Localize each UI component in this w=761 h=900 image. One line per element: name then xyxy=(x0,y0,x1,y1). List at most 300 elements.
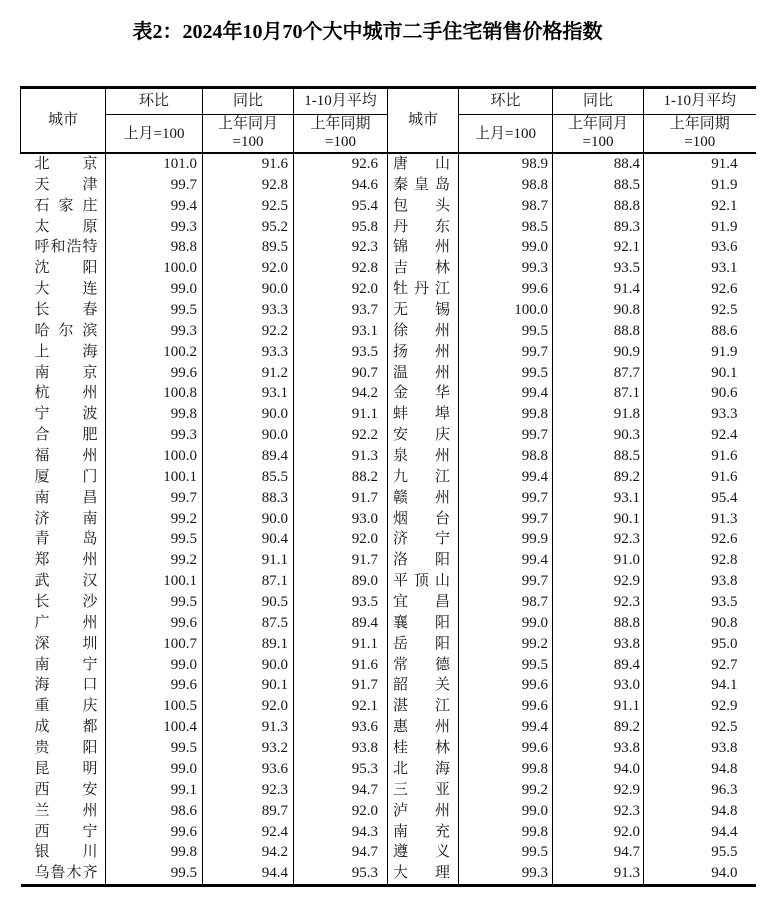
table-row xyxy=(21,509,756,530)
yoy-value: 88.5 xyxy=(553,446,644,467)
yoy-value: 93.3 xyxy=(203,342,294,363)
city-name: 常德 xyxy=(393,656,450,673)
yoy-value: 93.1 xyxy=(553,488,644,509)
city-name: 合肥 xyxy=(34,427,98,444)
mom-value: 99.1 xyxy=(106,780,203,801)
yoy-value: 89.4 xyxy=(203,446,294,467)
table-row xyxy=(21,446,756,467)
avg-value: 92.6 xyxy=(294,153,388,175)
city-cell xyxy=(388,196,459,217)
city-name: 吉林 xyxy=(393,260,450,277)
yoy-value: 90.1 xyxy=(553,509,644,530)
city-cell xyxy=(21,842,106,863)
city-cell xyxy=(388,842,459,863)
mom-value: 99.7 xyxy=(459,488,553,509)
header-yoy-base-line2: =100 xyxy=(582,133,614,150)
table-row xyxy=(21,196,756,217)
mom-value: 100.4 xyxy=(106,717,203,738)
table-row xyxy=(21,383,756,404)
mom-value: 99.3 xyxy=(459,258,553,279)
city-cell xyxy=(388,613,459,634)
mom-value: 99.4 xyxy=(459,467,553,488)
avg-value: 94.2 xyxy=(294,383,388,404)
avg-value: 91.9 xyxy=(711,218,738,235)
yoy-value: 90.5 xyxy=(203,592,294,613)
city-cell xyxy=(21,822,106,843)
mom-value: 99.6 xyxy=(106,675,203,696)
city-cell xyxy=(21,780,106,801)
city-name: 大理 xyxy=(393,865,450,882)
mom-value: 98.7 xyxy=(459,592,553,613)
avg-value: 96.3 xyxy=(711,781,738,798)
avg-value: 93.8 xyxy=(294,738,388,759)
mom-value: 100.1 xyxy=(106,571,203,592)
city-name: 赣州 xyxy=(393,489,450,506)
header-mom-base-right: 上月=100 xyxy=(459,115,553,154)
avg-value: 92.0 xyxy=(294,529,388,550)
city-name: 沈阳 xyxy=(34,260,98,277)
avg-value: 93.7 xyxy=(294,300,388,321)
mom-value: 99.2 xyxy=(459,634,553,655)
yoy-value: 94.0 xyxy=(553,759,644,780)
city-name: 唐山 xyxy=(393,156,450,172)
city-cell xyxy=(21,217,106,238)
city-cell xyxy=(21,279,106,300)
yoy-value: 92.1 xyxy=(553,237,644,258)
table-row xyxy=(21,717,756,738)
city-cell xyxy=(21,425,106,446)
table-row xyxy=(21,342,756,363)
yoy-value: 94.2 xyxy=(203,842,294,863)
mom-value: 99.7 xyxy=(106,488,203,509)
yoy-value: 95.2 xyxy=(203,217,294,238)
yoy-value: 89.3 xyxy=(553,217,644,238)
yoy-value: 91.3 xyxy=(203,717,294,738)
city-name: 济南 xyxy=(34,510,98,527)
yoy-value: 88.5 xyxy=(553,175,644,196)
mom-value: 99.5 xyxy=(459,655,553,676)
table-row xyxy=(21,822,756,843)
city-name: 上海 xyxy=(34,343,98,360)
city-cell xyxy=(21,196,106,217)
yoy-value: 92.0 xyxy=(203,696,294,717)
city-name: 深圳 xyxy=(34,635,98,652)
avg-value: 92.6 xyxy=(711,281,738,298)
avg-value: 95.8 xyxy=(294,217,388,238)
city-name: 太原 xyxy=(34,218,98,235)
yoy-value: 92.9 xyxy=(553,571,644,592)
yoy-value: 89.4 xyxy=(553,655,644,676)
mom-value: 99.8 xyxy=(106,842,203,863)
yoy-value: 89.1 xyxy=(203,634,294,655)
header-mom-base-left: 上月=100 xyxy=(106,115,203,154)
city-cell xyxy=(21,467,106,488)
city-cell xyxy=(388,509,459,530)
city-cell xyxy=(21,717,106,738)
avg-value: 91.3 xyxy=(294,446,388,467)
avg-value: 93.1 xyxy=(294,321,388,342)
avg-value: 95.0 xyxy=(711,635,738,652)
header-avg-base-line2: =100 xyxy=(684,133,716,150)
yoy-value: 89.5 xyxy=(203,237,294,258)
avg-value: 93.6 xyxy=(294,717,388,738)
yoy-value: 87.1 xyxy=(203,571,294,592)
mom-value: 99.6 xyxy=(106,363,203,384)
mom-value: 99.2 xyxy=(106,509,203,530)
avg-value: 91.3 xyxy=(711,510,738,527)
header-yoy-right: 同比 xyxy=(553,88,644,115)
avg-value: 92.2 xyxy=(294,425,388,446)
mom-value: 99.4 xyxy=(459,717,553,738)
table-row xyxy=(21,738,756,759)
city-cell xyxy=(388,175,459,196)
table-row xyxy=(21,759,756,780)
header-yoy-base-line1: 上年同月 xyxy=(217,116,278,132)
city-name: 福州 xyxy=(34,448,98,465)
avg-value: 94.0 xyxy=(711,865,738,882)
city-cell xyxy=(388,717,459,738)
yoy-value: 92.0 xyxy=(203,258,294,279)
city-cell xyxy=(388,675,459,696)
avg-value: 91.7 xyxy=(294,550,388,571)
yoy-value: 87.5 xyxy=(203,613,294,634)
mom-value: 99.3 xyxy=(106,217,203,238)
city-name: 泸州 xyxy=(393,802,450,819)
avg-value: 94.6 xyxy=(294,175,388,196)
mom-value: 98.7 xyxy=(459,196,553,217)
city-name: 宁波 xyxy=(34,406,98,423)
yoy-value: 91.3 xyxy=(553,863,644,885)
city-cell xyxy=(388,153,459,175)
city-cell xyxy=(388,279,459,300)
avg-value: 92.1 xyxy=(711,197,738,214)
header-avg-base-line2: =100 xyxy=(325,133,356,150)
yoy-value: 91.6 xyxy=(203,153,294,175)
yoy-value: 93.5 xyxy=(553,258,644,279)
yoy-value: 90.0 xyxy=(203,404,294,425)
avg-value: 93.3 xyxy=(711,406,738,423)
mom-value: 98.8 xyxy=(459,175,553,196)
city-cell xyxy=(21,634,106,655)
yoy-value: 90.0 xyxy=(203,509,294,530)
avg-value: 93.8 xyxy=(711,740,738,757)
table-row xyxy=(21,675,756,696)
avg-value: 92.6 xyxy=(711,531,738,548)
mom-value: 99.3 xyxy=(106,321,203,342)
mom-value: 99.5 xyxy=(459,363,553,384)
city-cell xyxy=(21,759,106,780)
yoy-value: 93.8 xyxy=(553,738,644,759)
avg-value: 92.5 xyxy=(711,302,738,319)
city-name: 包头 xyxy=(393,197,450,214)
avg-value: 95.5 xyxy=(711,844,738,861)
yoy-value: 90.1 xyxy=(203,675,294,696)
city-name: 济宁 xyxy=(393,531,450,548)
yoy-value: 92.3 xyxy=(203,780,294,801)
city-cell xyxy=(388,488,459,509)
avg-value: 95.4 xyxy=(294,196,388,217)
table-row xyxy=(21,404,756,425)
city-name: 北京 xyxy=(34,156,98,172)
avg-value: 90.8 xyxy=(711,614,738,631)
city-cell xyxy=(388,258,459,279)
yoy-value: 92.4 xyxy=(203,822,294,843)
header-avg-base-line1: 上年同期 xyxy=(669,116,730,132)
city-name: 宜昌 xyxy=(393,594,450,611)
avg-value: 91.6 xyxy=(711,468,738,485)
table-header xyxy=(21,88,756,154)
city-name: 贵阳 xyxy=(34,740,98,757)
mom-value: 100.5 xyxy=(106,696,203,717)
city-cell xyxy=(21,404,106,425)
mom-value: 99.3 xyxy=(459,863,553,885)
table-row xyxy=(21,153,756,175)
city-name: 温州 xyxy=(393,364,450,381)
table-row xyxy=(21,279,756,300)
city-cell xyxy=(21,321,106,342)
city-name: 杭州 xyxy=(34,385,98,402)
avg-value: 88.6 xyxy=(711,322,738,339)
header-avg-base-right xyxy=(644,115,756,154)
mom-value: 99.6 xyxy=(459,696,553,717)
yoy-value: 90.0 xyxy=(203,425,294,446)
table-row xyxy=(21,488,756,509)
city-name: 呼和浩特 xyxy=(34,239,98,256)
city-name: 韶关 xyxy=(393,677,450,694)
avg-value: 93.5 xyxy=(711,594,738,611)
header-city-right: 城市 xyxy=(388,88,459,154)
header-row-1 xyxy=(21,88,756,115)
city-name: 石家庄 xyxy=(34,197,98,214)
avg-value: 91.1 xyxy=(294,404,388,425)
avg-value: 94.7 xyxy=(294,780,388,801)
table-row xyxy=(21,592,756,613)
city-cell xyxy=(21,488,106,509)
mom-value: 98.5 xyxy=(459,217,553,238)
city-name: 金华 xyxy=(393,385,450,402)
mom-value: 99.7 xyxy=(459,425,553,446)
yoy-value: 88.8 xyxy=(553,613,644,634)
avg-value: 91.9 xyxy=(711,343,738,360)
avg-value: 93.1 xyxy=(711,260,738,277)
mom-value: 99.6 xyxy=(459,675,553,696)
city-name: 海口 xyxy=(34,677,98,694)
mom-value: 99.8 xyxy=(459,759,553,780)
avg-value: 90.6 xyxy=(711,385,738,402)
header-yoy-base-right xyxy=(553,115,644,154)
mom-value: 100.8 xyxy=(106,383,203,404)
yoy-value: 93.6 xyxy=(203,759,294,780)
yoy-value: 88.3 xyxy=(203,488,294,509)
avg-value: 94.8 xyxy=(711,802,738,819)
city-name: 北海 xyxy=(393,760,450,777)
city-name: 南昌 xyxy=(34,489,98,506)
avg-value: 92.0 xyxy=(294,801,388,822)
yoy-value: 91.2 xyxy=(203,363,294,384)
table-row xyxy=(21,550,756,571)
city-cell xyxy=(388,529,459,550)
city-cell xyxy=(21,363,106,384)
mom-value: 99.5 xyxy=(106,529,203,550)
mom-value: 99.5 xyxy=(106,863,203,885)
city-cell xyxy=(388,300,459,321)
city-name: 西安 xyxy=(34,781,98,798)
header-city-left: 城市 xyxy=(21,88,106,154)
city-name: 长沙 xyxy=(34,594,98,611)
city-cell xyxy=(21,153,106,175)
city-cell xyxy=(21,863,106,885)
header-avg-left: 1-10月平均 xyxy=(294,88,388,115)
city-name: 洛阳 xyxy=(393,552,450,569)
header-yoy-base-left xyxy=(203,115,294,154)
yoy-value: 92.5 xyxy=(203,196,294,217)
table-body xyxy=(21,153,756,886)
yoy-value: 87.7 xyxy=(553,363,644,384)
avg-value: 93.5 xyxy=(294,342,388,363)
mom-value: 100.7 xyxy=(106,634,203,655)
city-name: 湛江 xyxy=(393,698,450,715)
yoy-value: 89.7 xyxy=(203,801,294,822)
city-cell xyxy=(21,696,106,717)
avg-value: 94.1 xyxy=(711,677,738,694)
mom-value: 100.0 xyxy=(106,446,203,467)
city-cell xyxy=(388,404,459,425)
yoy-value: 89.2 xyxy=(553,467,644,488)
city-cell xyxy=(21,237,106,258)
avg-value: 93.5 xyxy=(294,592,388,613)
city-name: 大连 xyxy=(34,281,98,298)
mom-value: 99.9 xyxy=(459,529,553,550)
yoy-value: 90.3 xyxy=(553,425,644,446)
header-yoy-left: 同比 xyxy=(203,88,294,115)
yoy-value: 94.4 xyxy=(203,863,294,885)
city-cell xyxy=(388,237,459,258)
header-mom-right: 环比 xyxy=(459,88,553,115)
city-name: 郑州 xyxy=(34,552,98,569)
avg-value: 94.8 xyxy=(711,760,738,777)
yoy-value: 87.1 xyxy=(553,383,644,404)
city-cell xyxy=(388,759,459,780)
city-name: 广州 xyxy=(34,614,98,631)
city-cell xyxy=(388,550,459,571)
city-cell xyxy=(388,696,459,717)
avg-value: 92.9 xyxy=(711,698,738,715)
avg-value: 95.3 xyxy=(294,863,388,885)
table-row xyxy=(21,780,756,801)
city-name: 烟台 xyxy=(393,510,450,527)
header-mom-left: 环比 xyxy=(106,88,203,115)
city-name: 丹东 xyxy=(393,218,450,235)
avg-value: 91.7 xyxy=(294,675,388,696)
city-name: 泉州 xyxy=(393,448,450,465)
yoy-value: 89.2 xyxy=(553,717,644,738)
avg-value: 90.1 xyxy=(711,364,738,381)
city-cell xyxy=(388,738,459,759)
mom-value: 99.6 xyxy=(106,613,203,634)
city-name: 三亚 xyxy=(393,781,450,798)
city-name: 南宁 xyxy=(34,656,98,673)
header-avg-right: 1-10月平均 xyxy=(644,88,756,115)
city-cell xyxy=(21,383,106,404)
city-cell xyxy=(21,613,106,634)
table-row xyxy=(21,258,756,279)
city-cell xyxy=(21,655,106,676)
city-name: 武汉 xyxy=(34,573,98,590)
yoy-value: 91.8 xyxy=(553,404,644,425)
avg-value: 92.8 xyxy=(711,552,738,569)
mom-value: 100.2 xyxy=(106,342,203,363)
yoy-value: 88.8 xyxy=(553,196,644,217)
city-name: 九江 xyxy=(393,468,450,485)
city-cell xyxy=(21,738,106,759)
table-row xyxy=(21,217,756,238)
yoy-value: 92.9 xyxy=(553,780,644,801)
table-row xyxy=(21,425,756,446)
avg-value: 91.4 xyxy=(711,156,738,172)
mom-value: 99.7 xyxy=(459,342,553,363)
city-name: 惠州 xyxy=(393,719,450,736)
city-name: 西宁 xyxy=(34,823,98,840)
yoy-value: 92.3 xyxy=(553,801,644,822)
yoy-value: 91.1 xyxy=(553,696,644,717)
city-name: 桂林 xyxy=(393,740,450,757)
mom-value: 99.0 xyxy=(106,279,203,300)
city-name: 青岛 xyxy=(34,531,98,548)
table-row xyxy=(21,696,756,717)
mom-value: 99.5 xyxy=(106,300,203,321)
city-name: 牡丹江 xyxy=(393,281,450,298)
city-cell xyxy=(21,258,106,279)
mom-value: 99.0 xyxy=(106,759,203,780)
avg-value: 92.4 xyxy=(711,427,738,444)
table-row xyxy=(21,613,756,634)
table-row xyxy=(21,863,756,885)
avg-value: 89.0 xyxy=(294,571,388,592)
city-cell xyxy=(388,383,459,404)
city-cell xyxy=(21,571,106,592)
mom-value: 99.2 xyxy=(106,550,203,571)
city-cell xyxy=(388,467,459,488)
avg-value: 92.3 xyxy=(294,237,388,258)
mom-value: 99.7 xyxy=(106,175,203,196)
yoy-value: 92.2 xyxy=(203,321,294,342)
city-name: 哈尔滨 xyxy=(34,322,98,339)
city-cell xyxy=(388,780,459,801)
avg-value: 90.7 xyxy=(294,363,388,384)
mom-value: 99.5 xyxy=(106,738,203,759)
avg-value: 92.5 xyxy=(711,719,738,736)
city-cell xyxy=(21,175,106,196)
avg-value: 91.6 xyxy=(294,655,388,676)
mom-value: 99.0 xyxy=(459,237,553,258)
yoy-value: 91.1 xyxy=(203,550,294,571)
avg-value: 92.8 xyxy=(294,258,388,279)
mom-value: 99.4 xyxy=(459,383,553,404)
yoy-value: 92.8 xyxy=(203,175,294,196)
city-cell xyxy=(21,529,106,550)
table-row xyxy=(21,363,756,384)
avg-value: 89.4 xyxy=(294,613,388,634)
mom-value: 99.7 xyxy=(459,509,553,530)
avg-value: 92.1 xyxy=(294,696,388,717)
table-row xyxy=(21,175,756,196)
table-row xyxy=(21,634,756,655)
table-row xyxy=(21,300,756,321)
avg-value: 91.7 xyxy=(294,488,388,509)
header-avg-base-line1: 上年同期 xyxy=(310,116,371,132)
mom-value: 99.4 xyxy=(106,196,203,217)
mom-value: 99.8 xyxy=(459,404,553,425)
